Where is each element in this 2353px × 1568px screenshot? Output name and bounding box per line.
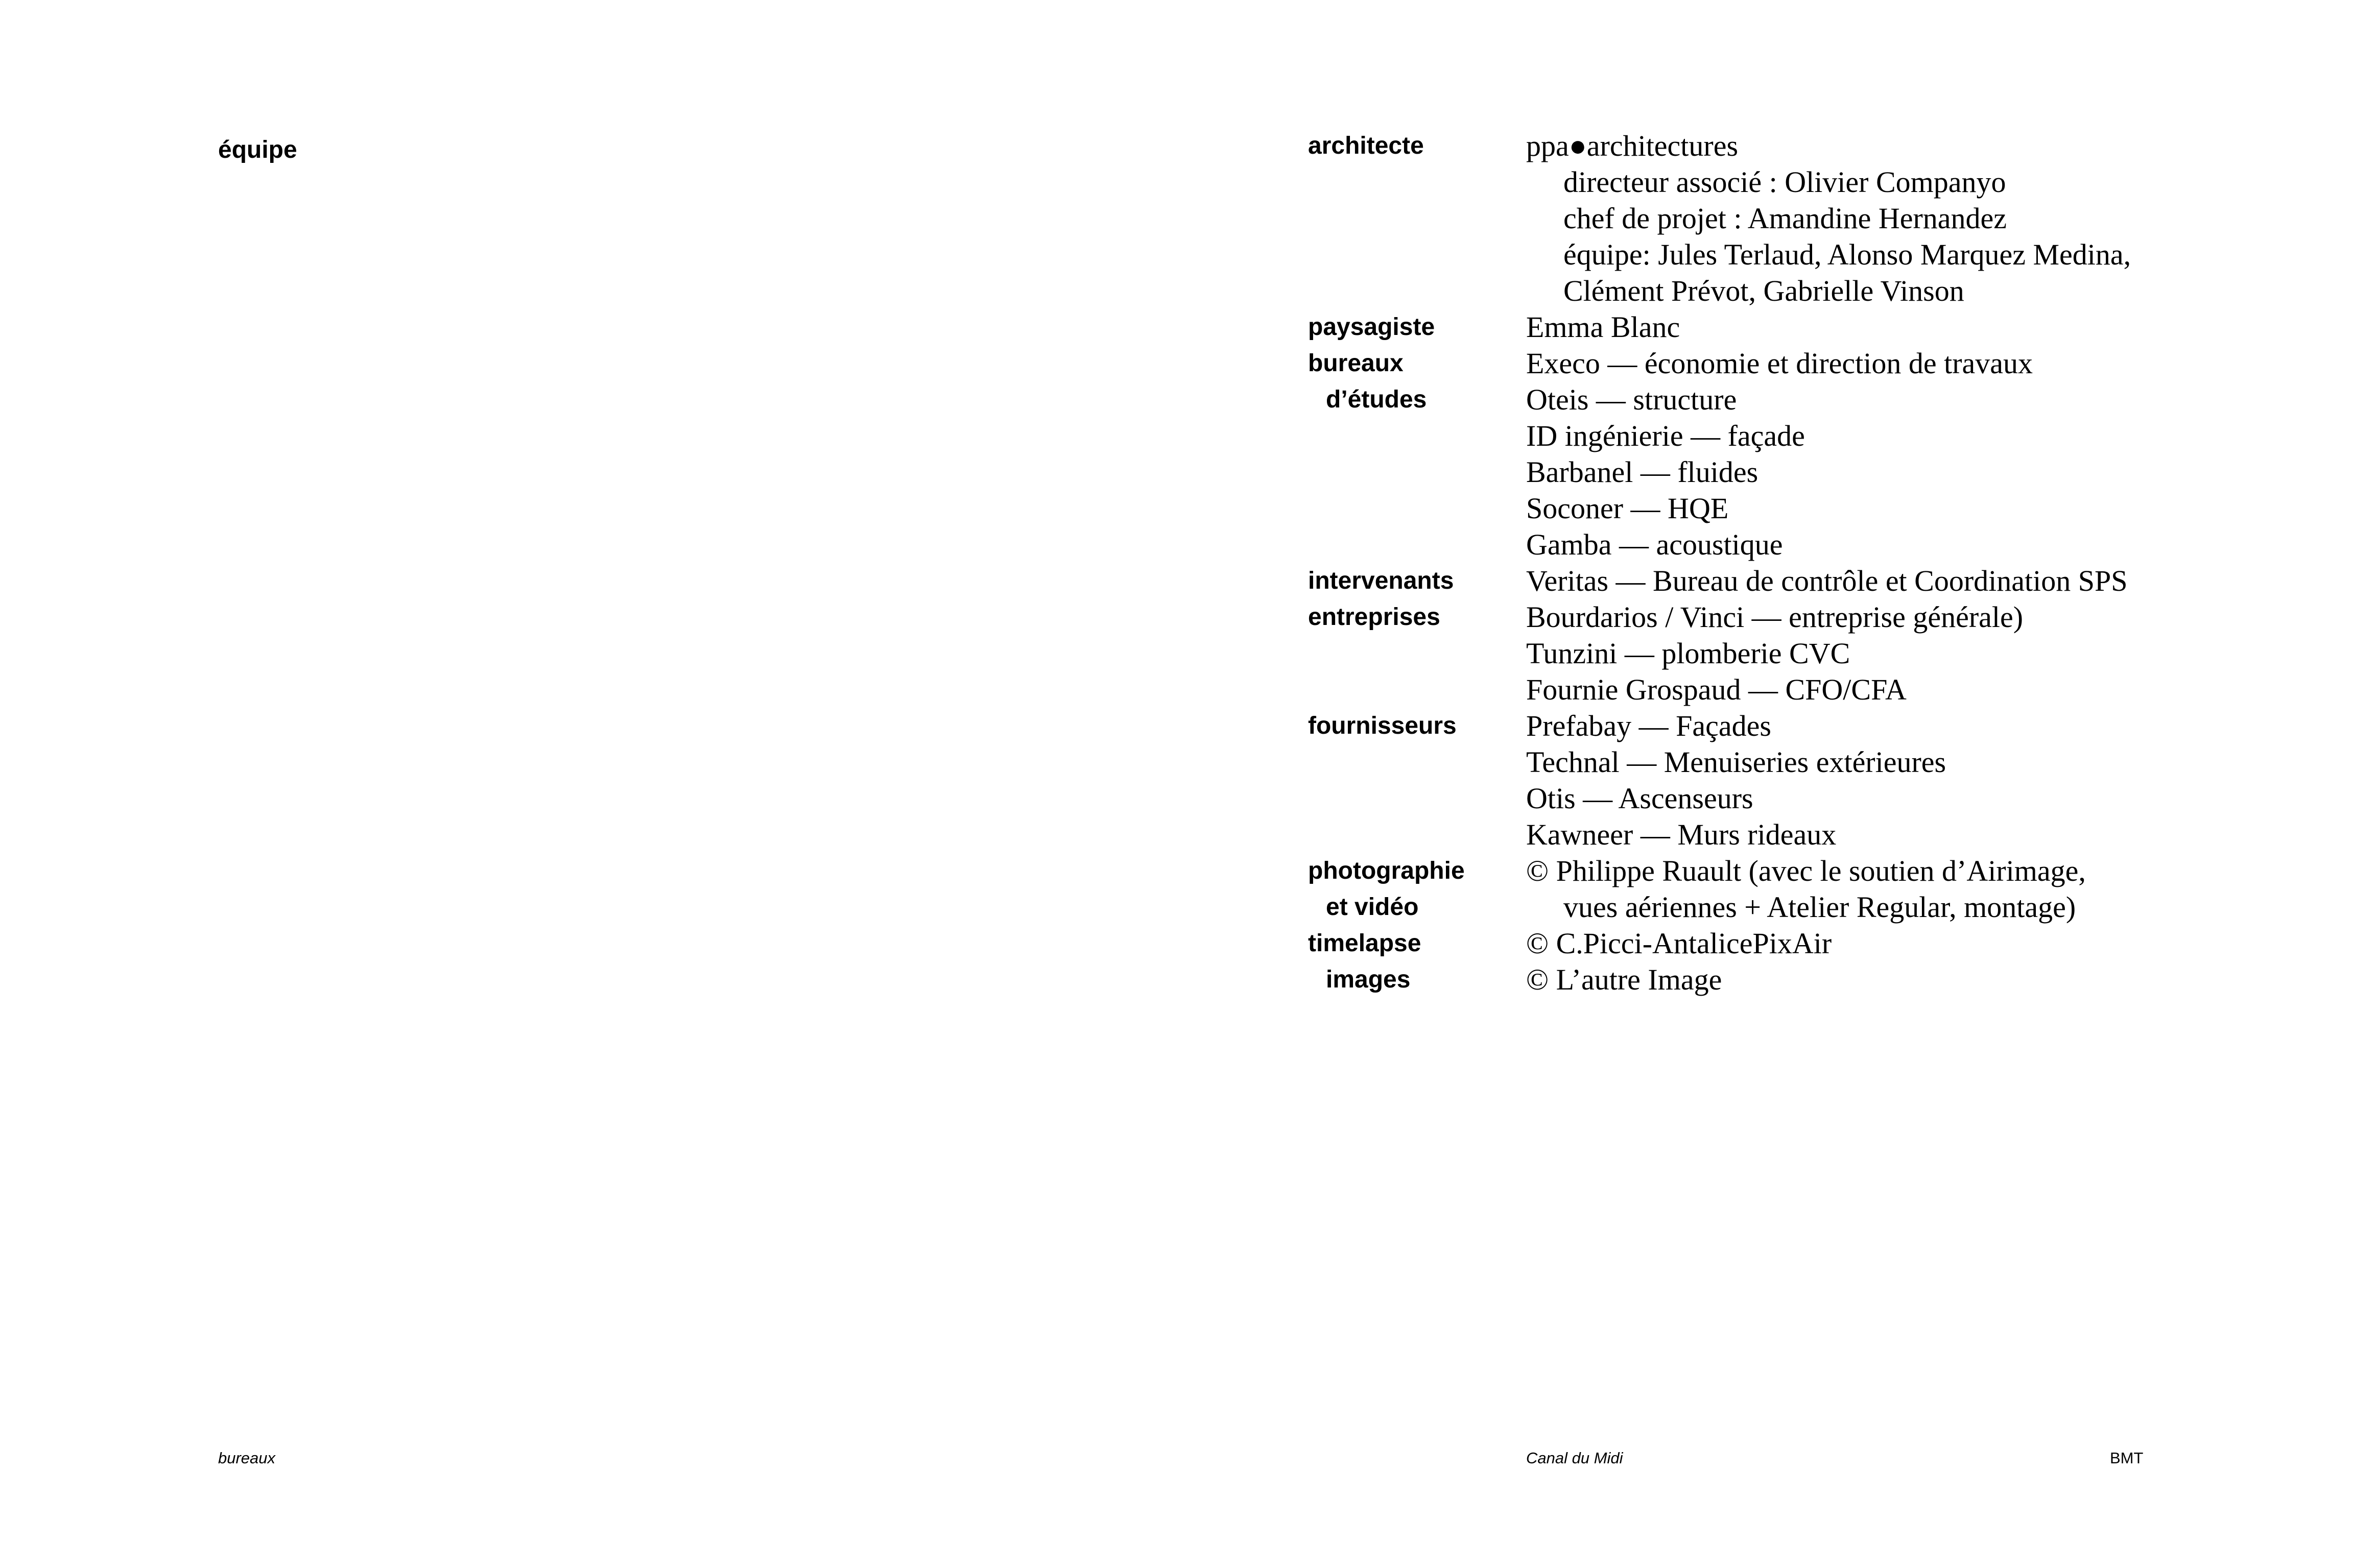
credit-value: Emma Blanc (1526, 310, 1680, 344)
credit-value: Fournie Grospaud — CFO/CFA (1526, 673, 1907, 706)
credit-value: Prefabay — Façades (1526, 709, 1771, 742)
credit-value: vues aériennes + Atelier Regular, montage) (1563, 890, 2076, 924)
credit-row (1308, 889, 2227, 925)
credit-row (1308, 925, 2227, 961)
credit-row (1308, 635, 2227, 671)
credit-label: entreprises (1308, 604, 1440, 631)
credit-label: images (1326, 966, 1411, 993)
credit-value: équipe: Jules Terlaud, Alonso Marquez Medina, (1563, 238, 2131, 271)
credit-label: timelapse (1308, 930, 1421, 957)
credit-value: © C.Picci-AntalicePixAir (1526, 927, 1832, 960)
credit-row (1308, 236, 2227, 273)
credit-row (1308, 708, 2227, 744)
credit-value: Execo — économie et direction de travaux (1526, 347, 2033, 380)
credit-row (1308, 454, 2227, 490)
credit-label: fournisseurs (1308, 712, 1457, 739)
credit-label: d’études (1326, 386, 1427, 413)
credit-value: Tunzini — plomberie CVC (1526, 637, 1850, 670)
credit-row (1308, 526, 2227, 563)
credit-label: paysagiste (1308, 313, 1435, 341)
credit-row (1308, 309, 2227, 345)
credit-row (1308, 780, 2227, 816)
credit-label: bureaux (1308, 350, 1404, 377)
credit-value: Gamba — acoustique (1526, 528, 1783, 561)
credit-value: Clément Prévot, Gabrielle Vinson (1563, 274, 1964, 307)
credit-row (1308, 599, 2227, 635)
credit-row (1308, 200, 2227, 236)
credit-label: et vidéo (1326, 894, 1419, 921)
credit-value: © L’autre Image (1526, 963, 1722, 996)
credit-label: intervenants (1308, 567, 1454, 594)
credit-value: Oteis — structure (1526, 383, 1737, 416)
credit-row (1308, 744, 2227, 780)
credit-value: Veritas — Bureau de contrôle et Coordination SPS (1526, 564, 2128, 597)
credit-row (1308, 273, 2227, 309)
credit-row (1308, 164, 2227, 200)
credit-value: © Philippe Ruault (avec le soutien d’Airimage, (1526, 854, 2086, 887)
credit-row (1308, 671, 2227, 708)
credit-value: ppa●architectures (1526, 129, 1739, 162)
credit-value: Barbanel — fluides (1526, 455, 1758, 489)
credit-value: Bourdarios / Vinci — entreprise générale) (1526, 600, 2024, 634)
credit-value: directeur associé : Olivier Companyo (1563, 165, 2006, 199)
footer-client-name: BMT (2110, 1449, 2144, 1467)
credit-row (1308, 961, 2227, 998)
credit-label: architecte (1308, 132, 1424, 159)
credit-row (1308, 381, 2227, 418)
footer-project-name: Canal du Midi (1526, 1449, 1623, 1467)
credits-list (1308, 128, 2227, 998)
credit-value: Soconer — HQE (1526, 492, 1729, 525)
credit-row (1308, 853, 2227, 889)
section-title: équipe (218, 136, 297, 163)
footer-section-name: bureaux (218, 1449, 276, 1467)
credit-row (1308, 490, 2227, 526)
credit-value: ID ingénierie — façade (1526, 419, 1805, 452)
credit-value: Kawneer — Murs rideaux (1526, 818, 1837, 851)
credit-label: photographie (1308, 857, 1465, 884)
credit-value: Otis — Ascenseurs (1526, 782, 1753, 815)
credit-value: chef de projet : Amandine Hernandez (1563, 202, 2007, 235)
credit-row (1308, 816, 2227, 853)
credit-row (1308, 418, 2227, 454)
credit-value: Technal — Menuiseries extérieures (1526, 745, 1946, 779)
credit-row (1308, 128, 2227, 164)
credit-row (1308, 345, 2227, 381)
credit-row (1308, 563, 2227, 599)
